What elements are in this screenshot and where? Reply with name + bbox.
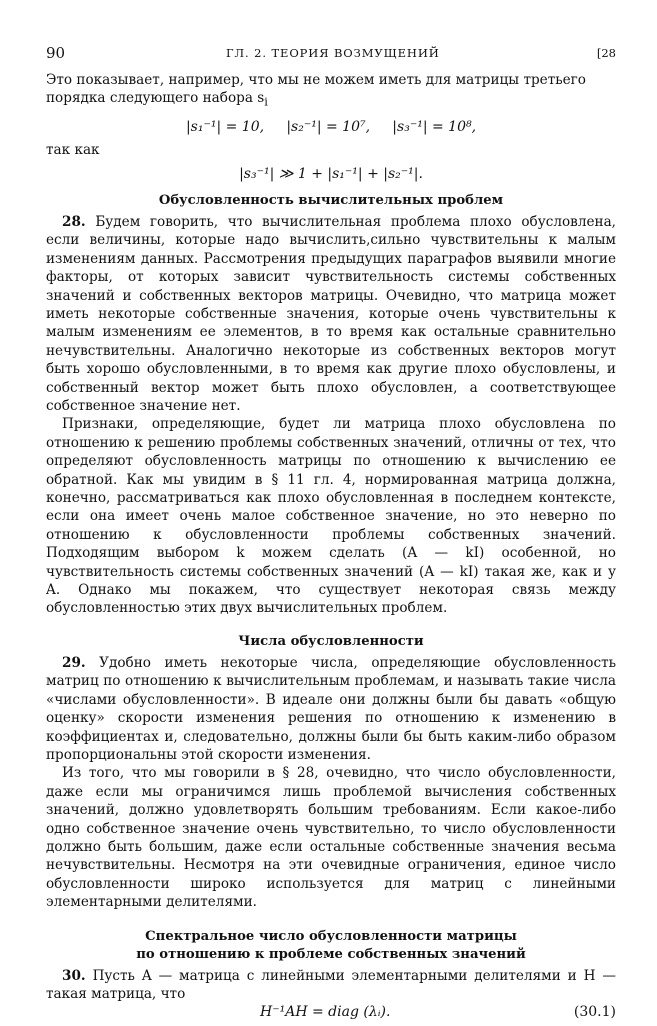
heading-3-line-2: по отношению к проблеме собственных значений (136, 946, 526, 962)
paragraph-28-continued: Признаки, определяющие, будет ли матрица плохо обусловлена по отношению к решению проблемы собственных значений, отличны от тех, что определяют обусловленность матрицы по отношению к вычислению ее обратной. Как мы увидим в § 11 гл. 4, нормированная матрица должна, конечно, рассматриваться как плохо обусловленная в последнем контексте, если она имеет очень малое собственное значение, но это неверно по отношению к обусловленности проблемы собственных значений. Подходящим выбором k можем сделать (A — kI) особенной, но чувствительность системы собственных значений (A — kI) такая же, как и у A. Однако мы покажем, что существует некоторая связь между обусловленностью этих двух вычислительных проблем. (46, 416, 616, 617)
section-heading-condition-numbers: Числа обусловленности (238, 633, 424, 649)
heading-3-line-1: Спектральное число обусловленности матрицы (145, 928, 517, 944)
equation-label: (30.1) (573, 1004, 616, 1021)
book-page (46, 44, 616, 1026)
equation-body: H⁻¹AH = diag (λᵢ). (260, 1004, 391, 1021)
section-heading-conditioning: Обусловленность вычислительных проблем (158, 192, 504, 208)
paragraph-30 (46, 967, 616, 1004)
paragraph-29 (46, 654, 616, 764)
paragraph-number-28: 28. (62, 213, 86, 230)
paragraph-28-text: Будем говорить, что вычислительная проблема плохо обусловлена, если величины, которые надо вычислить,сильно чувствительны к малым изменениям данных. Рассмотрения предыдущих параграфов выявили многие факторы, от которых зависит чувствительность системы собственных значений и собственных векторов матрицы. Очевидно, что матрица может иметь некоторые собственные значения, которые очень чувствительны к малым изменениям ее элементов, в то время как остальные сравнительно нечувствительны. Аналогично некоторые из собственных векторов могут быть хорошо обусловленными, в то время как другие плохо обусловлены, и собственный вектор может быть плохо обусловлен, а соответствующее собственное значение нет. (46, 213, 616, 414)
paragraph-29-text: Удобно иметь некоторые числа, определяющие обусловленность матриц по отношению к вычислительным проблемам, и называть такие числа «числами обусловленности». В идеале они должны были бы давать «общую оценку» скорости изменения решения по отношению к изменению в коэффициентах и, следовательно, должны были бы быть каким-либо образом пропорциональны этой скорости изменения. (46, 654, 616, 763)
running-title: ГЛ. 2. ТЕОРИЯ ВОЗМУЩЕНИЙ (226, 46, 440, 60)
inequality-formula: |s₃⁻¹| ≫ 1 + |s₁⁻¹| + |s₂⁻¹|. (239, 165, 423, 182)
because-text: так как (46, 141, 100, 158)
paragraph-28 (46, 213, 616, 415)
intro-line-1: Это показывает, например, что мы не можем иметь для матрицы третьего (46, 72, 586, 88)
paragraph-number-29: 29. (62, 654, 86, 671)
equation-30-1 (46, 1004, 616, 1026)
intro-line-2: порядка следующего набора s (46, 90, 265, 107)
paragraph-30-text: Пусть A — матрица с линейными элементарными делителями и H — такая матрица, что (46, 967, 616, 1002)
section-marker: [28 (596, 46, 616, 60)
page-header (46, 44, 616, 68)
paragraph-number-30: 30. (62, 967, 86, 984)
intro-line-2-subscript: i (264, 95, 268, 110)
page-number: 90 (46, 44, 66, 62)
intro-paragraph (46, 71, 616, 112)
eigenvalue-set-formula: |s₁⁻¹| = 10, |s₂⁻¹| = 10⁷, |s₃⁻¹| = 10⁸, (185, 118, 477, 135)
section-heading-spectral-condition-number (46, 928, 616, 964)
paragraph-29-continued: Из того, что мы говорили в § 28, очевидно, что число обусловленности, даже если мы ограничимся лишь проблемой вычисления собственных значений, должно удовлетворять большим требованиям. Если какое-либо одно собственное значение очень чувствительно, то число обусловленности должно быть большим, даже если остальные собственные значения весьма нечувствительны. Несмотря на эти очевидные ограничения, единое число обусловленности широко используется для матриц с линейными элементарными делителями. (46, 765, 616, 911)
